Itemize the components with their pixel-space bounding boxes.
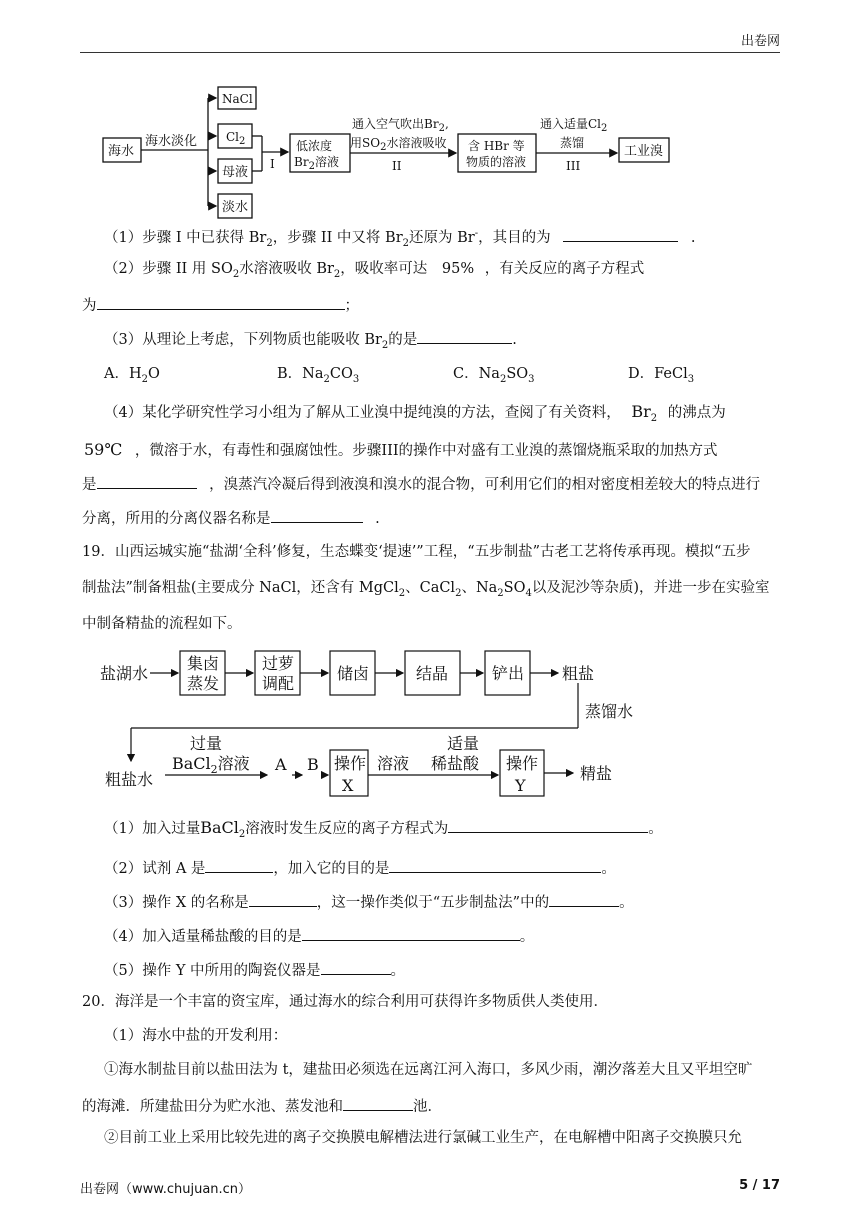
q20-line2: （1）海水中盐的开发利用： (104, 1028, 288, 1044)
q20-line4: 的海滩．所建盐田分为贮水池、蒸发池和 池． (82, 1096, 442, 1116)
label-bacl-tail: 溶液 (217, 754, 250, 773)
label-b: B (307, 755, 319, 774)
svg-text:通入适量Cl2 (540, 117, 607, 134)
answer-blank-q19-2a[interactable] (205, 858, 273, 873)
q18-part4-line4: 分离，所用的分离仪器名称是 . (82, 508, 380, 528)
node-hbr-1: 含 HBr 等 (468, 139, 525, 153)
node-box1-a: 集卤 (187, 654, 220, 673)
page-header (80, 0, 780, 53)
node-low-conc-tail: 溶液 (314, 155, 339, 169)
q18-part1: （1）步骤 I 中已获得 $Br_2$，步骤 II 中又将 $Br_2$还原为 Br-，其目的为 . (104, 228, 696, 249)
node-cl2-sub: 2 (239, 136, 246, 147)
q18-part4-line2: 59℃ ，微溶于水，有毒性和强腐蚀性。步骤III的操作中对盛有工业溴的蒸馏烧瓶采取的加热方式 (84, 440, 718, 459)
salt-flow-diagram (95, 643, 655, 805)
node-low-conc-1: 低浓度 (296, 139, 333, 153)
node-box2-a: 过萝 (262, 654, 295, 673)
node-cl2: Cl (226, 130, 240, 144)
answer-blank-q19-5[interactable] (321, 960, 391, 975)
arrow2-mid-sub: 2 (380, 142, 387, 153)
q20-line5: ②目前工业上采用比较先进的离子交换膜电解槽法进行氯碱工业生产，在电解槽中阳离子交换膜只允 (104, 1130, 742, 1146)
arrow2-mid-pre: 用SO (350, 136, 381, 150)
header-site-name: 出卷网 (740, 34, 780, 49)
footer-site: 出卷网（www.chujuan.cn） (80, 1182, 252, 1197)
node-low-conc-sub: 2 (308, 161, 315, 172)
arrow2-mid-post: 水溶液吸收 (386, 136, 447, 150)
answer-blank-q18-3[interactable] (417, 329, 512, 344)
node-op-y-1: 操作 (506, 754, 539, 773)
option-a[interactable]: A．$H_2O$ (104, 366, 160, 385)
svg-text:Cl2 (226, 130, 245, 147)
q19-line2: 制盐法”制备粗盐(主要成分 NaCl，还含有 MgCl$_2$、CaCl$_2$、$Na_2SO_4$以及泥沙等杂质)，并进一步在实验室 (82, 580, 770, 599)
node-industrial-bromine: 工业溴 (624, 144, 664, 159)
svg-text:BaCl2溶液 (172, 754, 250, 776)
bromine-flow-diagram (100, 82, 680, 222)
q18-part3: （3）从理论上考虑，下列物质也能吸收 $Br_2$的是 . (104, 329, 517, 352)
q18-part4-line3: 是 ，溴蒸汽冷凝后得到液溴和溴水的混合物，可利用它们的相对密度相差较大的特点进行 (82, 474, 760, 494)
label-step-3: III (566, 159, 581, 173)
node-lake-water: 盐湖水 (100, 664, 149, 683)
option-b[interactable]: B．$Na_2CO_3$ (277, 366, 360, 385)
answer-blank-q18-2[interactable] (97, 295, 345, 310)
answer-blank-q19-3a[interactable] (249, 892, 317, 907)
q19-line3: 中制备精盐的流程如下。 (82, 616, 242, 632)
answer-blank-q19-1[interactable] (448, 818, 648, 833)
answer-blank-q19-3b[interactable] (549, 892, 619, 907)
node-fresh-water: 淡水 (222, 200, 249, 215)
q18-part2: （2）步骤 II 用 $SO_2$水溶液吸收 $Br_2$，吸收率可达 95% ，有关反应的离子方程式 (104, 261, 645, 280)
q19-part2: （2）试剂 A 是 ，加入它的目的是 。 (104, 858, 616, 878)
label-solution: 溶液 (377, 754, 410, 773)
label-bacl: BaCl (172, 754, 211, 773)
node-box2-b: 调配 (262, 674, 295, 693)
label-distilled-water: 蒸馏水 (585, 702, 634, 721)
arrow3-distill: 蒸馏 (560, 136, 585, 150)
page-number: 5 / 17 (739, 1178, 780, 1193)
node-crude-salt: 粗盐 (562, 664, 595, 683)
label-dilute-hcl: 稀盐酸 (431, 754, 480, 773)
option-d[interactable]: D．FeCl$_3$ (628, 366, 695, 385)
node-mother-liquor: 母液 (222, 165, 249, 180)
answer-blank-q18-4a[interactable] (97, 474, 197, 489)
answer-blank-q20-1[interactable] (343, 1096, 413, 1111)
q18-part2-cont: 为 ； (82, 295, 359, 315)
node-low-conc-br: Br (294, 155, 309, 169)
svg-text:用SO2水溶液吸收 (350, 135, 446, 153)
arrow3-top-label: 通入适量Cl (540, 117, 602, 131)
label-desalination: 海水淡化 (145, 134, 198, 149)
node-crude-brine: 粗盐水 (105, 770, 154, 789)
node-seawater: 海水 (108, 144, 135, 159)
svg-text:Br2溶液 (294, 154, 339, 172)
arrow2-top-label: 通入空气吹出Br (352, 117, 439, 131)
svg-text:通入空气吹出Br2,: 通入空气吹出$Br_2$, (352, 117, 449, 134)
q19-part4: （4）加入适量稀盐酸的目的是 。 (104, 926, 534, 946)
arrow2-top-sub: 2 (438, 123, 445, 134)
node-op-x-2: X (342, 776, 354, 795)
label-bacl-sub: 2 (210, 763, 218, 776)
q19-part3: （3）操作 X 的名称是 ，这一操作类似于“五步制盐法”中的 。 (104, 892, 634, 912)
page-footer (80, 1178, 780, 1197)
arrow3-top-sub: 2 (601, 123, 608, 134)
q20-line3: ①海水制盐目前以盐田法为 t，建盐田必须选在远离江河入海口，多风少雨，潮汐落差大且又平坦空旷 (104, 1062, 753, 1078)
node-hbr-2: 物质的溶液 (466, 155, 527, 169)
answer-blank-q19-2b[interactable] (389, 858, 601, 873)
q20-line1: 20．海洋是一个丰富的资宝库，通过海水的综合利用可获得许多物质供人类使用． (82, 994, 608, 1010)
q18-part4: （4）某化学研究性学习小组为了解从工业溴中提纯溴的方法，查阅了有关资料， $Br_2$ 的沸点为 (104, 402, 726, 424)
node-fine-salt: 精盐 (580, 764, 613, 783)
q19-part5: （5）操作 Y 中所用的陶瓷仪器是 。 (104, 960, 405, 980)
label-a: A (275, 755, 287, 774)
label-proper-amount: 适量 (447, 734, 480, 753)
node-box1-b: 蒸发 (187, 674, 220, 693)
node-op-y-2: Y (515, 776, 526, 795)
node-box5: 铲出 (492, 664, 525, 683)
answer-blank-q18-1[interactable] (563, 227, 678, 242)
label-step-1: I (270, 157, 275, 171)
node-box3: 储卤 (337, 664, 370, 683)
node-nacl: NaCl (222, 92, 253, 106)
q19-part1: （1）加入过量BaCl$_2$溶液时发生反应的离子方程式为 。 (104, 818, 663, 840)
q19-line1: 19．山西运城实施“盐湖‘全科’修复，生态蝶变‘提速’”工程，“五步制盐”古老工艺将传承再现。模拟“五步 (82, 544, 751, 560)
node-box4: 结晶 (416, 664, 449, 683)
answer-blank-q19-4[interactable] (302, 926, 520, 941)
label-excess: 过量 (190, 734, 223, 753)
label-step-2: II (392, 159, 402, 173)
option-c[interactable]: C．$Na_2SO_3$ (453, 366, 535, 385)
node-op-x-1: 操作 (334, 754, 367, 773)
answer-blank-q18-4b[interactable] (271, 508, 363, 523)
